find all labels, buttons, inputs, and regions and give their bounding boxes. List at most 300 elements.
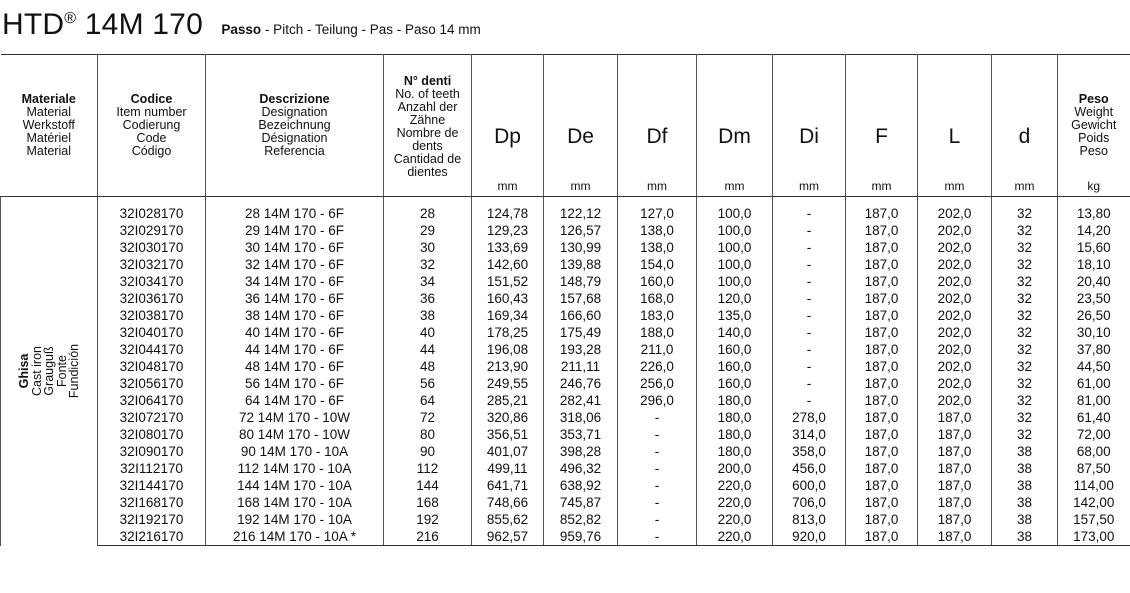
bore-value: 38 (992, 443, 1058, 460)
item-code: 32I144170 (98, 477, 206, 494)
di-value: - (773, 358, 846, 375)
f-value: 187,0 (846, 477, 918, 494)
table-row (1, 239, 1130, 256)
description: 90 14M 170 - 10A (206, 443, 384, 460)
bore-value: 38 (992, 460, 1058, 477)
de-value: 130,99 (544, 239, 618, 256)
f-value: 187,0 (846, 409, 918, 426)
di-value: - (773, 256, 846, 273)
dp-value: 160,43 (472, 290, 544, 307)
weight-value: 81,00 (1058, 392, 1130, 409)
table-body (1, 197, 1130, 546)
header-line: Codierung (122, 118, 181, 132)
dp-value: 249,55 (472, 375, 544, 392)
dm-value: 160,0 (697, 341, 773, 358)
header-line: Material (26, 144, 71, 158)
weight-value: 157,50 (1058, 511, 1130, 528)
di-value: 358,0 (773, 443, 846, 460)
table-row (1, 307, 1130, 324)
teeth-count: 40 (384, 324, 472, 341)
teeth-count: 30 (384, 239, 472, 256)
weight-value: 30,10 (1058, 324, 1130, 341)
l-value: 202,0 (918, 307, 992, 324)
bore-value: 32 (992, 197, 1058, 223)
f-value: 187,0 (846, 273, 918, 290)
header-dm (697, 55, 773, 197)
registered-mark: ® (64, 10, 77, 27)
l-value: 202,0 (918, 239, 992, 256)
item-code: 32I216170 (98, 528, 206, 546)
description: 192 14M 170 - 10A (206, 511, 384, 528)
item-code: 32I192170 (98, 511, 206, 528)
df-value: 211,0 (618, 341, 697, 358)
weight-value: 44,50 (1058, 358, 1130, 375)
f-value: 187,0 (846, 443, 918, 460)
teeth-count: 168 (384, 494, 472, 511)
bore-value: 32 (992, 426, 1058, 443)
header-line: dientes (407, 164, 448, 179)
header-line: dents (412, 138, 443, 153)
bore-value: 38 (992, 477, 1058, 494)
description: 32 14M 170 - 6F (206, 256, 384, 273)
l-value: 187,0 (918, 494, 992, 511)
header-line: Werkstoff (22, 118, 75, 132)
weight-value: 72,00 (1058, 426, 1130, 443)
description: 30 14M 170 - 6F (206, 239, 384, 256)
df-value: 127,0 (618, 197, 697, 223)
bore-value: 38 (992, 528, 1058, 546)
dm-value: 100,0 (697, 222, 773, 239)
teeth-count: 48 (384, 358, 472, 375)
dp-value: 142,60 (472, 256, 544, 273)
df-value: 296,0 (618, 392, 697, 409)
header-symbol: Dm (718, 125, 751, 148)
item-code: 32I048170 (98, 358, 206, 375)
header-unit: mm (799, 179, 819, 193)
description: 34 14M 170 - 6F (206, 273, 384, 290)
l-value: 187,0 (918, 426, 992, 443)
material-line: Grauguß (41, 346, 56, 396)
header-symbol: L (948, 125, 961, 148)
item-code: 32I034170 (98, 273, 206, 290)
description: 44 14M 170 - 6F (206, 341, 384, 358)
weight-value: 173,00 (1058, 528, 1130, 546)
l-value: 202,0 (918, 256, 992, 273)
header-f (846, 55, 918, 197)
dp-value: 124,78 (472, 197, 544, 223)
header-unit: mm (1014, 179, 1035, 193)
header-materiale-bold: Materiale (21, 92, 76, 106)
header-line: Matériel (26, 131, 71, 145)
f-value: 187,0 (846, 197, 918, 223)
bore-value: 32 (992, 392, 1058, 409)
description: 216 14M 170 - 10A * (206, 528, 384, 546)
weight-value: 13,80 (1058, 197, 1130, 223)
material-line: Cast iron (29, 346, 44, 397)
dp-value: 401,07 (472, 443, 544, 460)
l-value: 202,0 (918, 392, 992, 409)
de-value: 139,88 (544, 256, 618, 273)
teeth-count: 32 (384, 256, 472, 273)
df-value: - (618, 494, 697, 511)
header-di (773, 55, 846, 197)
di-value: 314,0 (773, 426, 846, 443)
de-value: 122,12 (544, 197, 618, 223)
item-code: 32I112170 (98, 460, 206, 477)
dm-value: 140,0 (697, 324, 773, 341)
bore-value: 32 (992, 409, 1058, 426)
table-row (1, 197, 1130, 223)
passo-label: Passo (221, 22, 262, 37)
df-value: 183,0 (618, 307, 697, 324)
bore-value: 32 (992, 239, 1058, 256)
header-line: No. of teeth (395, 86, 460, 101)
l-value: 202,0 (918, 222, 992, 239)
header-unit: mm (871, 179, 892, 193)
table-row (1, 273, 1130, 290)
df-value: 160,0 (618, 273, 697, 290)
header-line: Cantidad de (393, 151, 462, 166)
dm-value: 220,0 (697, 511, 773, 528)
di-value: - (773, 197, 846, 223)
header-l (918, 55, 992, 197)
dm-value: 135,0 (697, 307, 773, 324)
teeth-count: 36 (384, 290, 472, 307)
table-row (1, 494, 1130, 511)
f-value: 187,0 (846, 222, 918, 239)
dp-value: 133,69 (472, 239, 544, 256)
de-value: 959,76 (544, 528, 618, 546)
weight-value: 37,80 (1058, 341, 1130, 358)
df-value: - (618, 477, 697, 494)
di-value: 456,0 (773, 460, 846, 477)
header-denti-bold: N° denti (403, 73, 452, 88)
weight-value: 14,20 (1058, 222, 1130, 239)
table-row (1, 375, 1130, 392)
dm-value: 120,0 (697, 290, 773, 307)
df-value: 256,0 (618, 375, 697, 392)
de-value: 193,28 (544, 341, 618, 358)
df-value: - (618, 443, 697, 460)
l-value: 187,0 (918, 409, 992, 426)
f-value: 187,0 (846, 307, 918, 324)
di-value: 278,0 (773, 409, 846, 426)
weight-value: 23,50 (1058, 290, 1130, 307)
item-code: 32I080170 (98, 426, 206, 443)
f-value: 187,0 (846, 290, 918, 307)
item-code: 32I038170 (98, 307, 206, 324)
weight-value: 15,60 (1058, 239, 1130, 256)
table-row (1, 324, 1130, 341)
weight-value: 20,40 (1058, 273, 1130, 290)
de-value: 246,76 (544, 375, 618, 392)
material-line: Fonte (54, 355, 69, 388)
f-value: 187,0 (846, 528, 918, 546)
weight-value: 142,00 (1058, 494, 1130, 511)
item-code: 32I040170 (98, 324, 206, 341)
di-value: - (773, 239, 846, 256)
header-line: Referencia (264, 144, 325, 158)
f-value: 187,0 (846, 375, 918, 392)
description: 29 14M 170 - 6F (206, 222, 384, 239)
teeth-count: 38 (384, 307, 472, 324)
bore-value: 32 (992, 273, 1058, 290)
dp-value: 178,25 (472, 324, 544, 341)
header-line: Code (136, 131, 167, 145)
l-value: 202,0 (918, 273, 992, 290)
df-value: 226,0 (618, 358, 697, 375)
header-dp (472, 55, 544, 197)
header-de (544, 55, 618, 197)
f-value: 187,0 (846, 426, 918, 443)
table-row (1, 477, 1130, 494)
header-unit: mm (570, 179, 591, 193)
header-symbol: Dp (494, 125, 521, 148)
weight-value: 18,10 (1058, 256, 1130, 273)
header-materiale (1, 55, 98, 197)
di-value: 600,0 (773, 477, 846, 494)
weight-value: 68,00 (1058, 443, 1130, 460)
teeth-count: 72 (384, 409, 472, 426)
weight-value: 61,00 (1058, 375, 1130, 392)
df-value: - (618, 409, 697, 426)
f-value: 187,0 (846, 460, 918, 477)
table-row (1, 358, 1130, 375)
header-line: Nombre de (396, 125, 459, 140)
de-value: 282,41 (544, 392, 618, 409)
description: 80 14M 170 - 10W (206, 426, 384, 443)
pitch-subtitle (221, 22, 480, 37)
header-unit: kg (1087, 179, 1101, 193)
di-value: - (773, 222, 846, 239)
l-value: 202,0 (918, 290, 992, 307)
dp-value: 356,51 (472, 426, 544, 443)
title-prefix: HTD (2, 8, 65, 41)
de-value: 157,68 (544, 290, 618, 307)
di-value: - (773, 341, 846, 358)
di-value: 706,0 (773, 494, 846, 511)
table-row (1, 222, 1130, 239)
bore-value: 32 (992, 256, 1058, 273)
header-denti (384, 55, 472, 197)
header-peso (1058, 55, 1130, 197)
description: 56 14M 170 - 6F (206, 375, 384, 392)
teeth-count: 56 (384, 375, 472, 392)
f-value: 187,0 (846, 511, 918, 528)
header-line: Peso (1079, 144, 1108, 158)
bore-value: 32 (992, 290, 1058, 307)
item-code: 32I030170 (98, 239, 206, 256)
teeth-count: 112 (384, 460, 472, 477)
de-value: 398,28 (544, 443, 618, 460)
teeth-count: 64 (384, 392, 472, 409)
description: 28 14M 170 - 6F (206, 197, 384, 223)
teeth-count: 44 (384, 341, 472, 358)
f-value: 187,0 (846, 256, 918, 273)
item-code: 32I028170 (98, 197, 206, 223)
l-value: 202,0 (918, 197, 992, 223)
di-value: - (773, 375, 846, 392)
df-value: 168,0 (618, 290, 697, 307)
f-value: 187,0 (846, 341, 918, 358)
df-value: 154,0 (618, 256, 697, 273)
item-code: 32I029170 (98, 222, 206, 239)
bore-value: 32 (992, 307, 1058, 324)
header-descrizione-bold: Descrizione (259, 92, 330, 106)
df-value: - (618, 528, 697, 546)
header-descrizione (206, 55, 384, 197)
teeth-count: 80 (384, 426, 472, 443)
dm-value: 180,0 (697, 443, 773, 460)
dp-value: 169,34 (472, 307, 544, 324)
material-cell (1, 197, 98, 546)
de-value: 745,87 (544, 494, 618, 511)
l-value: 202,0 (918, 358, 992, 375)
bore-value: 32 (992, 324, 1058, 341)
di-value: 920,0 (773, 528, 846, 546)
de-value: 318,06 (544, 409, 618, 426)
description: 168 14M 170 - 10A (206, 494, 384, 511)
header-d (992, 55, 1058, 197)
bore-value: 32 (992, 222, 1058, 239)
f-value: 187,0 (846, 392, 918, 409)
dp-value: 962,57 (472, 528, 544, 546)
dm-value: 220,0 (697, 477, 773, 494)
l-value: 187,0 (918, 477, 992, 494)
header-line: Código (131, 144, 172, 158)
de-value: 353,71 (544, 426, 618, 443)
header-symbol: De (567, 125, 594, 148)
spec-table (0, 54, 1130, 546)
dp-value: 196,08 (472, 341, 544, 358)
pitch-text: - Pitch - Teilung - Pas - Paso 14 mm (261, 22, 481, 37)
dp-value: 151,52 (472, 273, 544, 290)
dm-value: 220,0 (697, 528, 773, 546)
header-unit: mm (944, 179, 965, 193)
df-value: - (618, 426, 697, 443)
table-row (1, 443, 1130, 460)
item-code: 32I072170 (98, 409, 206, 426)
header-line: Designation (261, 105, 328, 119)
description: 112 14M 170 - 10A (206, 460, 384, 477)
dm-value: 100,0 (697, 197, 773, 223)
teeth-count: 34 (384, 273, 472, 290)
df-value: - (618, 460, 697, 477)
item-code: 32I032170 (98, 256, 206, 273)
weight-value: 114,00 (1058, 477, 1130, 494)
item-code: 32I064170 (98, 392, 206, 409)
description: 144 14M 170 - 10A (206, 477, 384, 494)
teeth-count: 90 (384, 443, 472, 460)
teeth-count: 29 (384, 222, 472, 239)
table-row (1, 256, 1130, 273)
dm-value: 100,0 (697, 273, 773, 290)
table-row (1, 460, 1130, 477)
l-value: 187,0 (918, 528, 992, 546)
item-code: 32I056170 (98, 375, 206, 392)
dm-value: 100,0 (697, 256, 773, 273)
teeth-count: 144 (384, 477, 472, 494)
header-line: Gewicht (1071, 118, 1117, 132)
header-peso-bold: Peso (1078, 92, 1109, 106)
de-value: 148,79 (544, 273, 618, 290)
de-value: 126,57 (544, 222, 618, 239)
dp-value: 320,86 (472, 409, 544, 426)
dm-value: 160,0 (697, 375, 773, 392)
de-value: 496,32 (544, 460, 618, 477)
l-value: 187,0 (918, 511, 992, 528)
bore-value: 32 (992, 375, 1058, 392)
dm-value: 180,0 (697, 426, 773, 443)
bore-value: 32 (992, 358, 1058, 375)
header-unit: mm (647, 179, 667, 193)
l-value: 202,0 (918, 341, 992, 358)
header-line: Material (26, 105, 71, 119)
title-main (2, 8, 203, 41)
f-value: 187,0 (846, 324, 918, 341)
weight-value: 61,40 (1058, 409, 1130, 426)
df-value: 188,0 (618, 324, 697, 341)
teeth-count: 28 (384, 197, 472, 223)
de-value: 211,11 (544, 358, 618, 375)
bore-value: 32 (992, 341, 1058, 358)
dm-value: 100,0 (697, 239, 773, 256)
de-value: 638,92 (544, 477, 618, 494)
df-value: 138,0 (618, 239, 697, 256)
table-row (1, 528, 1130, 546)
description: 64 14M 170 - 6F (206, 392, 384, 409)
header-line: Bezeichnung (258, 118, 331, 132)
dm-value: 200,0 (697, 460, 773, 477)
table-row (1, 426, 1130, 443)
header-line: Anzahl der (397, 99, 458, 114)
header-codice (98, 55, 206, 197)
de-value: 175,49 (544, 324, 618, 341)
de-value: 852,82 (544, 511, 618, 528)
header-symbol: F (875, 125, 888, 148)
dp-value: 748,66 (472, 494, 544, 511)
item-code: 32I044170 (98, 341, 206, 358)
description: 38 14M 170 - 6F (206, 307, 384, 324)
bore-value: 38 (992, 494, 1058, 511)
description: 72 14M 170 - 10W (206, 409, 384, 426)
material-label (18, 344, 81, 398)
header-symbol: Df (646, 125, 668, 148)
di-value: - (773, 324, 846, 341)
di-value: 813,0 (773, 511, 846, 528)
l-value: 202,0 (918, 324, 992, 341)
bore-value: 38 (992, 511, 1058, 528)
l-value: 202,0 (918, 375, 992, 392)
material-line: Fundición (66, 344, 81, 399)
header-row (1, 55, 1130, 197)
table-row (1, 341, 1130, 358)
df-value: - (618, 511, 697, 528)
item-code: 32I090170 (98, 443, 206, 460)
header-line: Item number (116, 105, 187, 119)
table-row (1, 290, 1130, 307)
header-symbol: Di (799, 125, 819, 148)
header-unit: mm (497, 179, 518, 193)
teeth-count: 192 (384, 511, 472, 528)
di-value: - (773, 290, 846, 307)
di-value: - (773, 307, 846, 324)
item-code: 32I036170 (98, 290, 206, 307)
dp-value: 285,21 (472, 392, 544, 409)
header-line: Poids (1078, 131, 1110, 145)
dp-value: 213,90 (472, 358, 544, 375)
dm-value: 160,0 (697, 358, 773, 375)
